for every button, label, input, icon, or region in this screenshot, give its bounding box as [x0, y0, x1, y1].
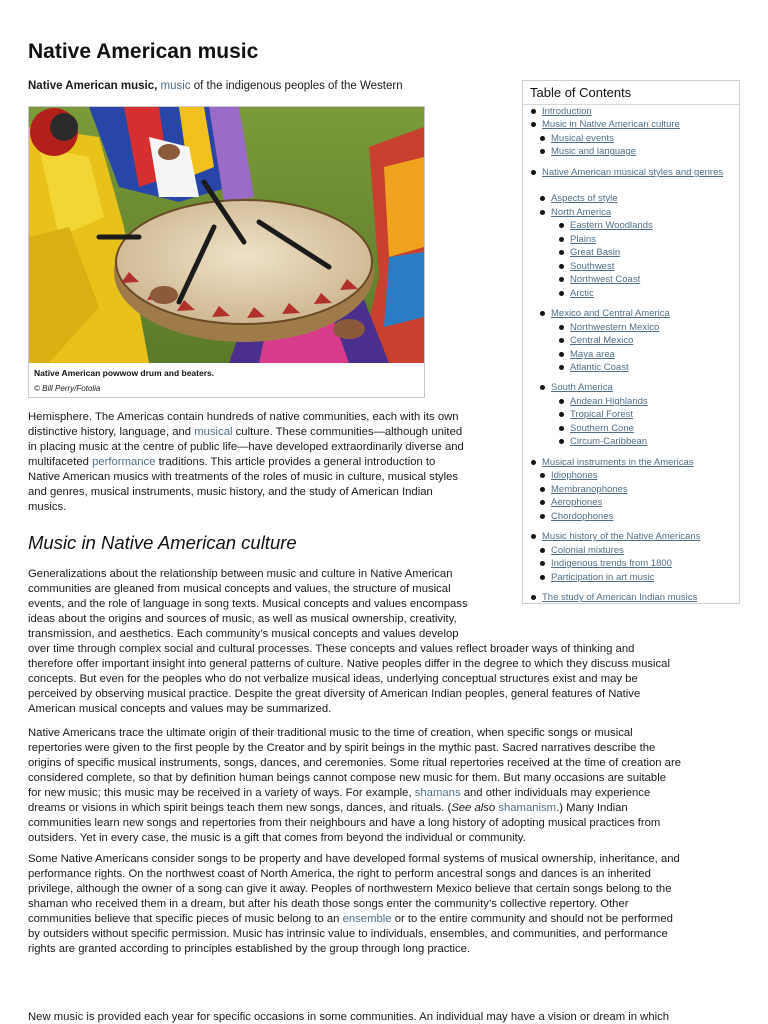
powwow-drum-image — [29, 107, 424, 363]
paragraph-line: perceived by observing musical practice. Despite the great diversity of American Indian peoples, general features of Native — [28, 688, 641, 700]
toc-item-plains[interactable]: Plains — [570, 234, 596, 245]
toc-item-tropical-forest[interactable]: Tropical Forest — [570, 409, 633, 420]
paragraph-line: transmission, and aesthetics. Each community’s musical concepts and values develop — [28, 628, 459, 640]
paragraph-line: therefore offer important insight into general patterns of culture. Native peoples differ in the degree to which they discuss musical — [28, 658, 670, 670]
paragraph-line: over time through complex social and cultural processes. These concepts and values reflect broader ways of thinking and — [28, 643, 635, 655]
intro-text: traditions. This article provides a general introduction to — [155, 456, 436, 468]
paragraph-line: Some Native Americans consider songs to be property and have developed formal systems of musical ownership, inheritance, and — [28, 853, 680, 865]
paragraph-line: by outsiders without specific permission. Music has intrinsic value to individuals, ensembles, and communities, and performance — [28, 928, 668, 940]
toc-item-mexico-central-america[interactable]: Mexico and Central America — [551, 308, 670, 319]
paragraph-line: considered complete, so that by definition human beings cannot compose new music for them. But many occasions are suitable — [28, 772, 666, 784]
intro-text: distinctive history, language, and — [28, 426, 195, 438]
musical-link[interactable]: musical — [194, 426, 233, 438]
paragraph-text: and other individuals may experience — [460, 787, 651, 799]
toc-item-atlantic-coast[interactable]: Atlantic Coast — [570, 362, 629, 373]
toc-title: Table of Contents — [530, 85, 632, 100]
paragraph-text: .) Many Indian — [556, 802, 628, 814]
toc-item-musical-instruments[interactable]: Musical instruments in the Americas — [542, 457, 694, 468]
toc-item-art-music[interactable]: Participation in art music — [551, 572, 655, 583]
paragraph-line: communities learn new songs and repertories from their neighbours and have a long history of adopting musical practices from — [28, 817, 661, 829]
intro-text: multifaceted — [28, 456, 93, 468]
toc-item-indigenous-trends[interactable]: Indigenous trends from 1800 — [551, 558, 672, 569]
lead-sentence — [28, 79, 508, 94]
paragraph-text: communities believe that specific pieces of music belong to an — [28, 913, 343, 925]
paragraph-4 — [28, 1010, 740, 1024]
toc-item-northwest-coast[interactable]: Northwest Coast — [570, 274, 641, 285]
powwow-drum-photo[interactable] — [29, 107, 424, 363]
table-of-contents — [522, 80, 740, 604]
paragraph-line: ideas about the origins and sources of music, as well as musical ownership, creativity, — [28, 613, 457, 625]
paragraph-line: outsiders. Yet in every case, the music is a gift that comes from beyond the individual or community. — [28, 832, 526, 844]
paragraph-line: concepts. But even for the peoples who do not verbalize musical ideas, underlying conceptual structures exist and may be — [28, 673, 638, 685]
paragraph-line: repertories were given to the first people by the Creator and by spirit beings in the mythic past. Sacred narratives describe the — [28, 742, 656, 754]
paragraph-2 — [28, 726, 740, 846]
intro-line: Hemisphere. The Americas contain hundreds of native communities, each with its own — [28, 411, 459, 423]
toc-item-north-america[interactable]: North America — [551, 207, 612, 218]
figure-powwow-drum — [28, 106, 425, 398]
figure-caption: Native American powwow drum and beaters. — [34, 368, 215, 378]
toc-item-central-mexico[interactable]: Central Mexico — [570, 335, 634, 346]
toc-item-eastern-woodlands[interactable]: Eastern Woodlands — [570, 220, 653, 231]
ensemble-link[interactable]: ensemble — [342, 913, 392, 925]
toc-item-colonial-mixtures[interactable]: Colonial mixtures — [551, 545, 624, 556]
paragraph-text: or to the entire community and should not be performed — [391, 913, 673, 925]
toc-item-musical-events[interactable]: Musical events — [551, 133, 614, 144]
intro-line: Native American musics with treatments of the roles of music in culture, musical styles — [28, 471, 459, 483]
paragraph-line: American musical concepts and values may be summarized. — [28, 703, 332, 715]
toc-item-southwest[interactable]: Southwest — [570, 261, 615, 272]
paragraph-3 — [28, 852, 740, 957]
toc-item-introduction[interactable]: Introduction — [542, 106, 592, 117]
paragraph-line: performance rights. On the northwest coast of North America, the right to perform ancestral songs and dances is an inherited — [28, 868, 651, 880]
music-link[interactable]: music — [160, 80, 191, 92]
toc-item-southern-cone[interactable]: Southern Cone — [570, 423, 634, 434]
paragraph-text: for new music; this music may be received in a variety of ways. For example, — [28, 787, 415, 799]
shamanism-link[interactable]: shamanism — [498, 802, 557, 814]
toc-item-chordophones[interactable]: Chordophones — [551, 511, 614, 522]
toc-item-music-in-culture[interactable]: Music in Native American culture — [542, 119, 680, 130]
toc-item-study-of-musics[interactable]: The study of American Indian musics — [542, 592, 698, 603]
intro-line: musics. — [28, 501, 67, 513]
paragraph-line: shaman who received them in a dream, but after his death those songs enter the community’s collective repertory. Other — [28, 898, 629, 910]
lead-rest: of the indigenous peoples of the Western — [190, 80, 403, 92]
toc-item-arctic[interactable]: Arctic — [570, 288, 594, 299]
toc-item-styles-and-genres-label: Native American musical styles and genres — [542, 167, 724, 178]
paragraph-line — [28, 912, 740, 927]
toc-item-styles-and-genres[interactable] — [542, 166, 734, 179]
toc-item-andean-highlands[interactable]: Andean Highlands — [570, 396, 648, 407]
intro-text: culture. These communities—although united — [232, 426, 463, 438]
toc-item-membranophones[interactable]: Membranophones — [551, 484, 628, 495]
toc-item-aerophones[interactable]: Aerophones — [551, 497, 603, 508]
section-heading: Music in Native American culture — [28, 532, 297, 553]
paragraph-line: privilege, although the owner of a song can give it away. Peoples of northwestern Mexico believe that certain songs belong to the — [28, 883, 672, 895]
paragraph-line — [28, 801, 740, 816]
paragraph-1 — [28, 567, 740, 717]
paragraph-line: events, and the role of language in song texts. Musical concepts and values encompass — [28, 598, 468, 610]
toc-item-south-america[interactable]: South America — [551, 382, 613, 393]
paragraph-line — [28, 786, 740, 801]
lead-bold-term: Native American music, — [28, 80, 158, 92]
intro-line: and genres, musical instruments, music history, and the study of American Indian — [28, 486, 433, 498]
paragraph-line: communities are gleaned from musical concepts and values, the structure of musical — [28, 583, 451, 595]
toc-item-circum-caribbean[interactable]: Circum-Caribbean — [570, 436, 648, 447]
performance-link[interactable]: performance — [92, 456, 156, 468]
paragraph-line: rights are granted according to principles established by the group through long practice. — [28, 943, 471, 955]
toc-item-music-and-language[interactable]: Music and language — [551, 146, 637, 157]
figure-credit: © Bill Perry/Fotolia — [34, 384, 101, 393]
see-also-label: See also — [451, 802, 496, 814]
toc-item-maya-area[interactable]: Maya area — [570, 349, 615, 360]
toc-item-music-history[interactable]: Music history of the Native Americans — [542, 531, 701, 542]
toc-item-aspects-of-style[interactable]: Aspects of style — [551, 193, 618, 204]
intro-line: in placing music at the centre of public life—have developed extraordinarily diverse and — [28, 441, 464, 453]
shamans-link[interactable]: shamans — [414, 787, 461, 799]
toc-item-northwestern-mexico[interactable]: Northwestern Mexico — [570, 322, 660, 333]
toc-item-great-basin[interactable]: Great Basin — [570, 247, 621, 258]
paragraph-line: Native Americans trace the ultimate origin of their traditional music to the time of creation, when specific songs or musical — [28, 727, 633, 739]
page-title: Native American music — [28, 40, 259, 63]
intro-line — [28, 425, 508, 440]
paragraph-line: New music is provided each year for specific occasions in some communities. An individual may have a vision or dream in which — [28, 1011, 670, 1023]
paragraph-line: Generalizations about the relationship between music and culture in Native American — [28, 568, 453, 580]
intro-paragraph — [28, 410, 508, 515]
toc-item-idiophones[interactable]: Idiophones — [551, 470, 598, 481]
intro-line — [28, 455, 508, 470]
paragraph-line: origins of specific musical instruments, songs, dances, and ceremonies. Some ritual repertories received at the time of creation are — [28, 757, 682, 769]
paragraph-text: dreams or visions in which spirit beings teach them new songs, dances, and rituals. ( — [28, 802, 452, 814]
